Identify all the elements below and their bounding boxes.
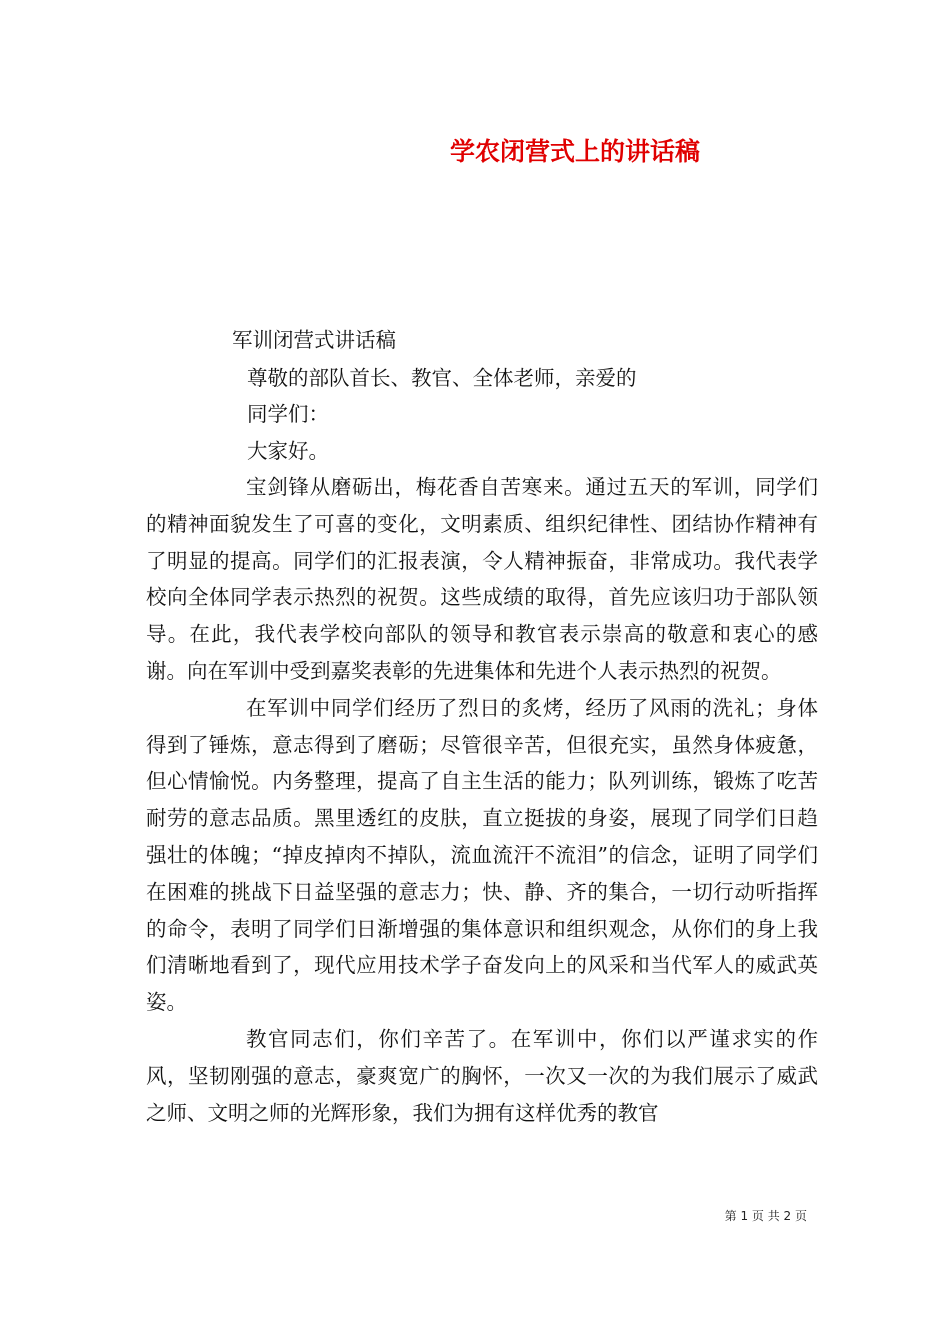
salutation-line-2: 同学们： — [247, 402, 329, 426]
document-subtitle: 军训闭营式讲话稿 — [232, 328, 396, 352]
paragraph: 教官同志们，你们辛苦了。在军训中，你们以严谨求实的作风，坚韧刚强的意志，豪爽宽广的胸怀，一次又一次的为我们展示了威武之师、文明之师的光辉形象，我们为拥有这样优秀的教官 — [146, 1026, 818, 1125]
paragraph: 在军训中同学们经历了烈日的炙烤，经历了风雨的洗礼；身体得到了锤炼，意志得到了磨砺；尽管很辛苦，但很充实，虽然身体疲惫，但心情愉悦。内务整理，提高了自主生活的能力；队列训练，锻炼了吃苦耐劳的意志品质。黑里透红的皮肤，直立挺拔的身姿，展现了同学们日趋强壮的体魄；“掉皮掉肉不掉队，流血流汗不流泪”的信念，证明了同学们在困难的挑战下日益坚强的意志力；快、静、齐的集合，一切行动听指挥的命令，表明了同学们日渐增强的集体意识和组织观念，从你们的身上我们清晰地看到了，现代应用技术学子奋发向上的风采和当代军人的威武英姿。 — [146, 695, 818, 1015]
salutation-line-1: 尊敬的部队首长、教官、全体老师，亲爱的 — [247, 366, 637, 390]
paragraph: 宝剑锋从磨砺出，梅花香自苦寒来。通过五天的军训，同学们的精神面貌发生了可喜的变化，文明素质、组织纪律性、团结协作精神有了明显的提高。同学们的汇报表演，令人精神振奋，非常成功。我代表学校向全体同学表示热烈的祝贺。这些成绩的取得，首先应该归功于部队领导。在此，我代表学校向部队的领导和教官表示崇高的敬意和衷心的感谢。向在军训中受到嘉奖表彰的先进集体和先进个人表示热烈的祝贺。 — [146, 475, 818, 683]
document-title: 学农闭营式上的讲话稿 — [449, 137, 700, 166]
body-text — [146, 469, 818, 1131]
greeting: 大家好。 — [247, 439, 329, 463]
page-number: 第 1 页 共 2 页 — [724, 1209, 807, 1223]
